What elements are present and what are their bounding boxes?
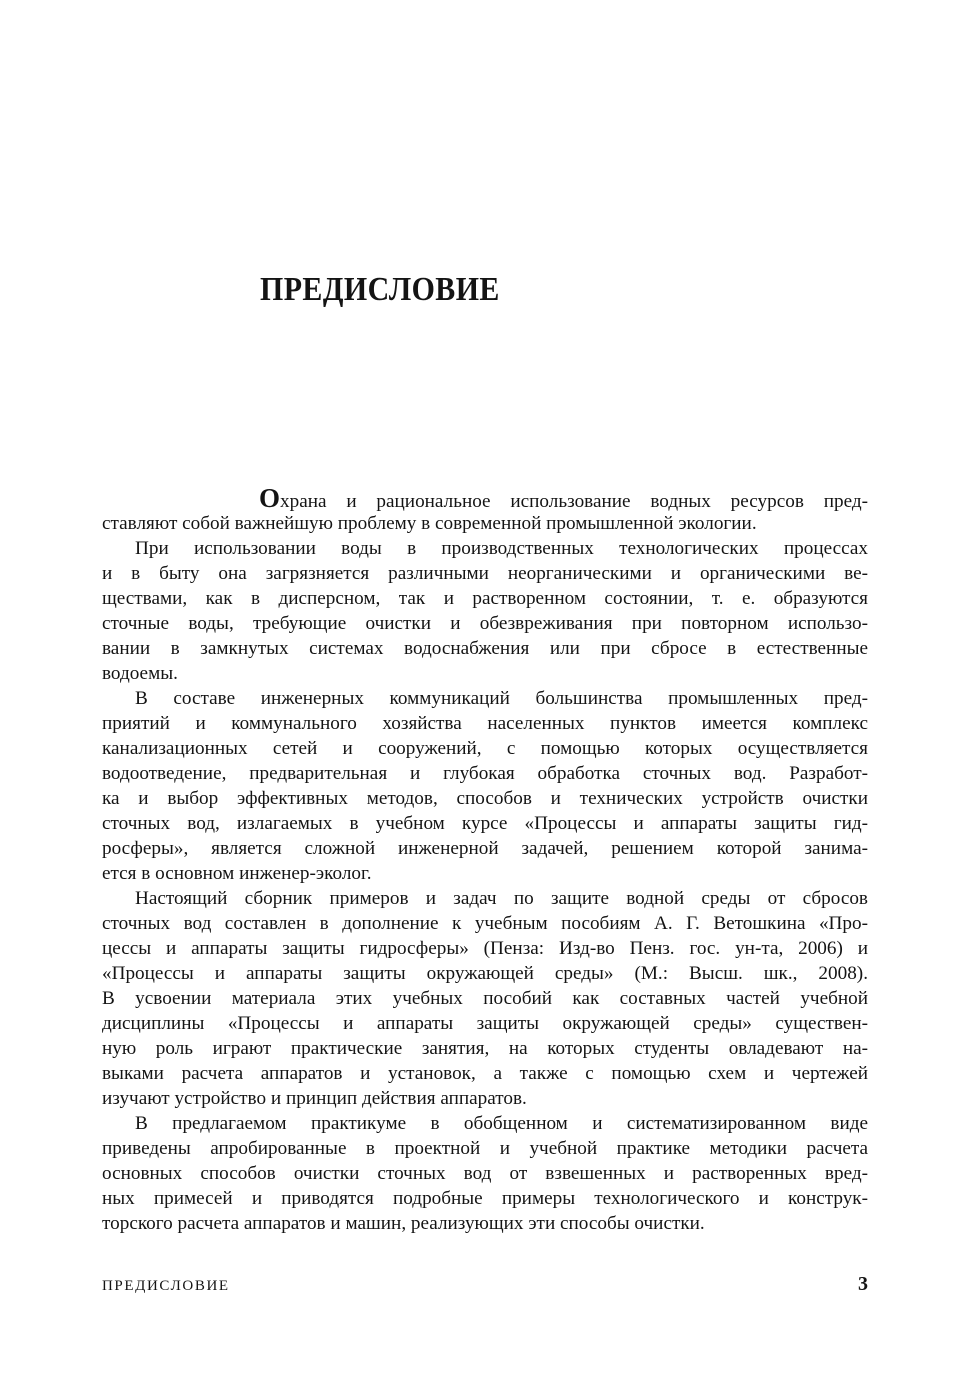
paragraph-2-line-6: водоемы. xyxy=(102,663,178,684)
paragraph-1-line-2: ставляют собой важнейшую проблему в современной промышленной экологии. xyxy=(102,513,757,534)
paragraph-5-line-1: В предлагаемом практикуме в обобщенном и систематизированном виде xyxy=(135,1113,868,1134)
paragraph-2-line-2: и в быту она загрязняется различными неорганическими и органическими ве- xyxy=(102,563,868,584)
paragraph-4-line-8: выками расчета аппаратов и установок, а также с помощью схем и чертежей xyxy=(102,1063,868,1084)
paragraph-5-line-2: приведены апробированные в проектной и учебной практике методики расчета xyxy=(102,1138,868,1159)
paragraph-2-line-3: ществами, как в дисперсном, так и растворенном состоянии, т. е. образуются xyxy=(102,588,868,609)
paragraph-3-line-3: канализационных сетей и сооружений, с помощью которых осуществляется xyxy=(102,738,868,759)
paragraph-4-line-5: В усвоении материала этих учебных пособий как составных частей учебной xyxy=(102,988,868,1009)
paragraph-4-line-2: сточных вод составлен в дополнение к учебным пособиям А. Г. Ветошкина «Про- xyxy=(102,913,868,934)
paragraph-1-line-1 xyxy=(102,483,868,513)
paragraph-3-line-4: водоотведение, предварительная и глубокая обработка сточных вод. Разработ- xyxy=(102,763,868,784)
paragraph-3-line-8: ется в основном инженер-эколог. xyxy=(102,863,372,884)
paragraph-2-line-1: При использовании воды в производственных технологических процессах xyxy=(135,538,868,559)
paragraph-5-line-5: торского расчета аппаратов и машин, реализующих эти способы очистки. xyxy=(102,1213,705,1234)
paragraph-5-line-3: основных способов очистки сточных вод от взвешенных и растворенных вред- xyxy=(102,1163,868,1184)
running-footer-title: ПРЕДИСЛОВИЕ xyxy=(102,1278,230,1294)
paragraph-2-line-5: вании в замкнутых системах водоснабжения или при сбросе в естественные xyxy=(102,638,868,659)
dropcap-letter: О xyxy=(259,483,281,513)
paragraph-3-line-5: ка и выбор эффективных методов, способов и технических устройств очистки xyxy=(102,788,868,809)
paragraph-4-line-6: дисциплины «Процессы и аппараты защиты окружающей среды» существен- xyxy=(102,1013,868,1034)
paragraph-4-line-7: ную роль играют практические занятия, на которых студенты овладевают на- xyxy=(102,1038,868,1059)
paragraph-4-line-3: цессы и аппараты защиты гидросферы» (Пенза: Изд-во Пенз. гос. ун-та, 2006) и xyxy=(102,938,868,959)
paragraph-3-line-1: В составе инженерных коммуникаций большинства промышленных пред- xyxy=(135,688,868,709)
paragraph-4-line-9: изучают устройство и принцип действия аппаратов. xyxy=(102,1088,527,1109)
paragraph-2-line-4: сточные воды, требующие очистки и обезвреживания при повторном использо- xyxy=(102,613,868,634)
paragraph-3-line-2: приятий и коммунального хозяйства населенных пунктов имеется комплекс xyxy=(102,713,868,734)
paragraph-1-line-1-text: храна и рациональное использование водных ресурсов пред- xyxy=(280,491,868,512)
page-number: 3 xyxy=(858,1273,868,1295)
paragraph-3-line-6: сточных вод, излагаемых в учебном курсе «Процессы и аппараты защиты гид- xyxy=(102,813,868,834)
preface-body xyxy=(102,483,868,1236)
paragraph-3-line-7: росферы», является сложной инженерной задачей, решением которой занима- xyxy=(102,838,868,859)
page-title: ПРЕДИСЛОВИЕ xyxy=(260,271,500,308)
paragraph-4-line-4: «Процессы и аппараты защиты окружающей среды» (М.: Высш. шк., 2008). xyxy=(102,963,868,984)
paragraph-4-line-1: Настоящий сборник примеров и задач по защите водной среды от сбросов xyxy=(135,888,868,909)
paragraph-5-line-4: ных примесей и приводятся подробные примеры технологического и конструк- xyxy=(102,1188,868,1209)
